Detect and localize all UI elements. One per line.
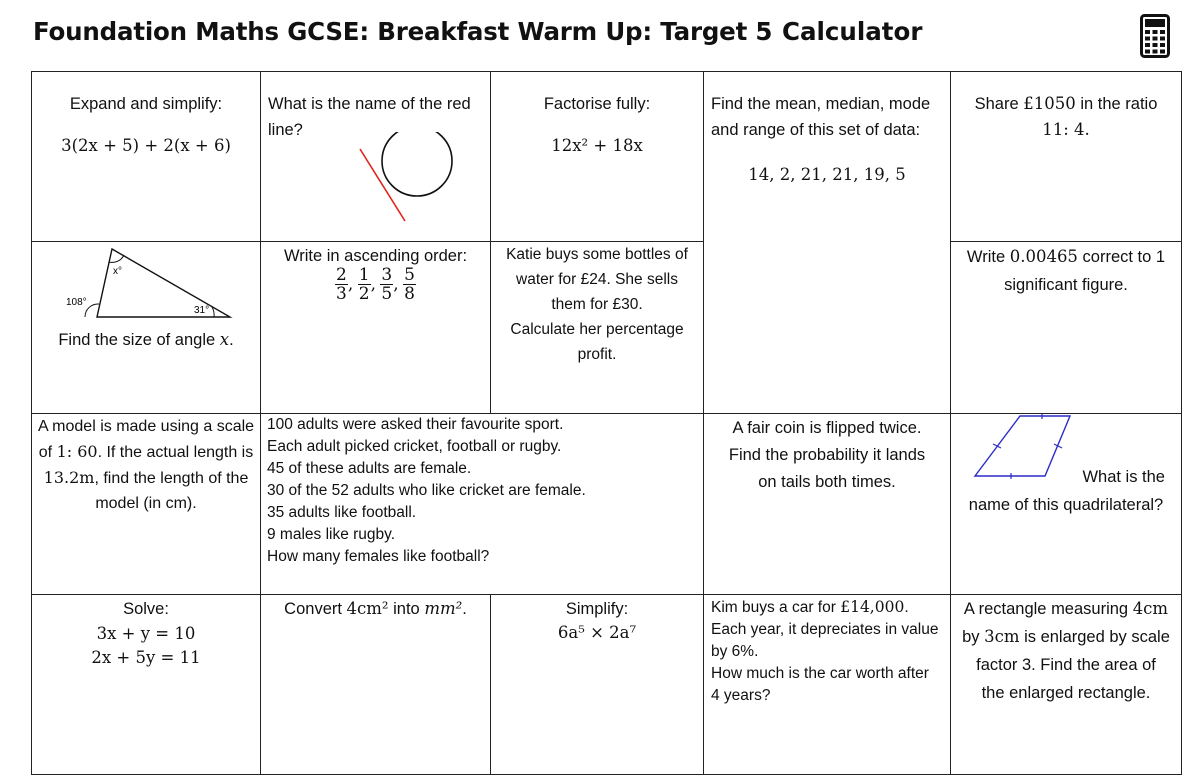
q1-cell xyxy=(32,72,261,242)
q9-cell xyxy=(951,242,1182,414)
angle-label-x: x° xyxy=(113,266,122,277)
q10-text: A model is made using a scale of 1: 60. If the actual length is 13.2m, find the length of the model (in cm). xyxy=(37,418,255,512)
q18-text: A rectangle measuring 4cm by 3cm is enlarged by scale factor 3. Find the area of the enlarged rectangle. xyxy=(962,599,1170,702)
q7-cell xyxy=(261,242,491,414)
q15-text: Convert 4cm² into mm². xyxy=(284,599,467,618)
q6-cell xyxy=(32,242,261,414)
fraction: $\frac{5}{8}$ xyxy=(404,265,415,304)
q4-data: 14, 2, 21, 21, 19, 5 xyxy=(748,165,906,184)
q13-cell xyxy=(951,414,1182,595)
parallelogram-diagram xyxy=(971,414,1081,484)
calculator-icon xyxy=(1140,14,1170,58)
circle-tangent-diagram xyxy=(349,132,469,228)
q14-cell xyxy=(32,595,261,775)
q14-eq2: 2x + 5y = 11 xyxy=(91,648,201,667)
worksheet-grid xyxy=(31,71,1182,775)
q17-cell xyxy=(704,595,951,775)
q11-text: 100 adults were asked their favourite sport. Each adult picked cricket, football or rugby. 45 of these adults are female. 30 of the 52 adults who like cricket are female. 35 adults like football. 9 males like rugby. How many females like football? xyxy=(267,416,586,565)
page-title: Foundation Maths GCSE: Breakfast Warm Up: Target 5 xyxy=(33,17,773,46)
q11-cell xyxy=(261,414,704,595)
q12-cell xyxy=(704,414,951,595)
q14-eq1: 3x + y = 10 xyxy=(96,624,196,643)
q3-cell xyxy=(491,72,704,242)
fraction: $\frac{1}{2}$ xyxy=(358,265,370,304)
parallelogram xyxy=(975,416,1070,476)
q13-line2: name of this quadrilateral? xyxy=(968,496,1164,514)
q15-cell xyxy=(261,595,491,775)
q5-text: Share £1050 in the ratio 11: 4. xyxy=(974,94,1158,139)
q14-instruction: Solve: xyxy=(123,600,169,618)
q2-question: What is the name of the red line? xyxy=(268,95,471,139)
q3-expression: 12x² + 18x xyxy=(551,136,643,155)
angle-arc-top xyxy=(109,255,124,262)
q5-cell xyxy=(951,72,1182,242)
q16-cell xyxy=(491,595,704,775)
q10-cell xyxy=(32,414,261,595)
triangle-diagram xyxy=(52,246,252,322)
fraction: $\frac{3}{5}$ xyxy=(381,265,393,304)
q16-instruction: Simplify: xyxy=(565,600,629,618)
q12-text: A fair coin is flipped twice. Find the probability it lands on tails both times. xyxy=(728,419,926,491)
angle-label-31: 31° xyxy=(194,305,210,316)
q1-expression: 3(2x + 5) + 2(x + 6) xyxy=(61,136,231,155)
q13-line1: What is the xyxy=(1082,468,1165,486)
calculator-label: Calculator xyxy=(782,17,923,46)
q8-cell xyxy=(491,242,704,414)
q9-text: Write 0.00465 correct to 1 significant figure. xyxy=(966,247,1166,294)
q16-expression: 6a⁵ × 2a⁷ xyxy=(557,623,637,642)
q3-instruction: Factorise fully: xyxy=(543,95,651,113)
q2-cell xyxy=(261,72,491,242)
fraction: $\frac{2}{3}$ xyxy=(336,265,347,304)
q8-text: Katie buys some bottles of water for £24. She sells them for £30. Calculate her percentage profit. xyxy=(506,246,688,363)
q4-cell xyxy=(704,72,951,414)
angle-label-108: 108° xyxy=(66,297,87,308)
angle-arc-right xyxy=(212,307,214,317)
q7-instruction: Write in ascending order: xyxy=(283,247,468,265)
circle xyxy=(382,132,452,196)
q18-cell xyxy=(951,595,1182,775)
q6-task: Find the size of angle x. xyxy=(58,330,234,349)
q7-fractions: $\frac{2}{3}$ , $\frac{1}{2}$ , $\frac{3}{5}$ , $\frac{5}{8}$ xyxy=(336,265,415,304)
q4-instruction: Find the mean, median, mode and range of this set of data: xyxy=(711,95,931,139)
triangle xyxy=(97,249,230,317)
q1-instruction: Expand and simplify: xyxy=(69,95,223,113)
q17-text: Kim buys a car for £14,000. Each year, it depreciates in value by 6%. How much is the car worth after 4 years? xyxy=(711,598,939,704)
